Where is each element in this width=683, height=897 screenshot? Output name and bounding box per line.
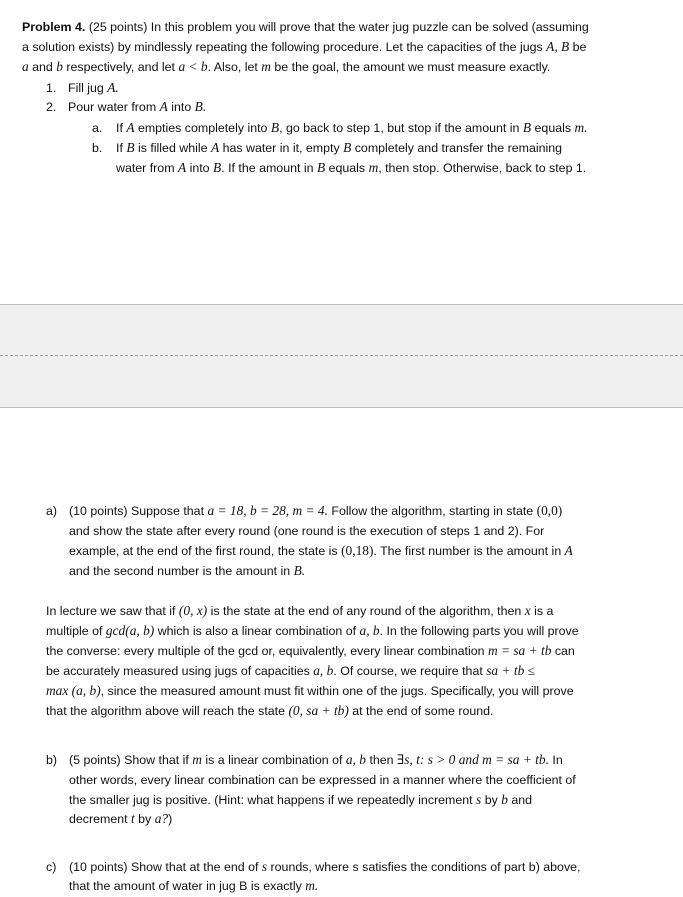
problem-title: Problem 4. [22, 20, 86, 34]
problem-intro-line-2: a solution exists) by mindlessly repeating the following procedure. Let the capacities of the jugs A, B be [22, 39, 587, 54]
part-c-label: c) [46, 860, 57, 874]
part-a-line-1: a) (10 points) Suppose that a = 18, b = 28, m = 4. Follow the algorithm, starting in state (0,0) [46, 503, 563, 518]
part-a-line-4: and the second number is the amount in B. [69, 563, 306, 578]
part-a-label: a) [46, 504, 58, 518]
part-a-line-3: example, at the end of the first round, the state is (0,18). The first number is the amount in A [69, 543, 573, 558]
part-b-line-2: other words, every linear combination can be expressed in a manner where the coefficient of [69, 773, 576, 787]
part-b-label: b) [46, 753, 58, 767]
lecture-line-4: be accurately measured using jugs of capacities a, b. Of course, we require that sa + tb ≤ [46, 663, 535, 678]
part-c-line-1: c) (10 points) Show that at the end of s rounds, where s satisfies the conditions of part b) above, [46, 859, 581, 874]
part-c-line-2: that the amount of water in jug B is exactly m. [69, 878, 319, 893]
lecture-line-1: In lecture we saw that if (0, x) is the state at the end of any round of the algorithm, then x is a [46, 603, 554, 618]
lecture-line-3: the converse: every multiple of the gcd or, equivalently, every linear combination m = sa + tb can [46, 643, 575, 658]
lecture-line-5: max (a, b), since the measured amount must fit within one of the jugs. Specifically, you will prove [46, 683, 574, 698]
substep-a: a. If A empties completely into B, go back to step 1, but stop if the amount in B equals m. [92, 120, 588, 135]
substep-b-continued: water from A into B. If the amount in B equals m, then stop. Otherwise, back to step 1. [116, 160, 587, 175]
substep-b: b. If B is filled while A has water in it, empty B completely and transfer the remaining [92, 140, 563, 155]
part-b-line-3: the smaller jug is positive. (Hint: what happens if we repeatedly increment s by b and [69, 792, 533, 807]
lecture-line-6: that the algorithm above will reach the state (0, sa + tb) at the end of some round. [46, 703, 494, 718]
page-break-gap [0, 304, 683, 408]
lecture-line-2: multiple of gcd(a, b) which is also a linear combination of a, b. In the following parts you will prove [46, 623, 579, 638]
problem-intro-line-1: Problem 4. (25 points) In this problem you will prove that the water jug puzzle can be solved (assuming [22, 20, 589, 34]
part-b-line-1: b) (5 points) Show that if m is a linear combination of a, b then ∃s, t: s > 0 and m = sa + tb. In [46, 752, 563, 767]
step-1: 1. Fill jug A. [46, 80, 119, 95]
problem-intro-line-3: a and b respectively, and let a < b. Also, let m be the goal, the amount we must measure exactly. [22, 59, 551, 74]
step-2: 2. Pour water from A into B. [46, 99, 207, 114]
page-break-dashed-line [0, 355, 683, 356]
part-a-line-2: and show the state after every round (one round is the execution of steps 1 and 2). For [69, 524, 545, 538]
part-b-line-4: decrement t by a?) [69, 811, 173, 826]
